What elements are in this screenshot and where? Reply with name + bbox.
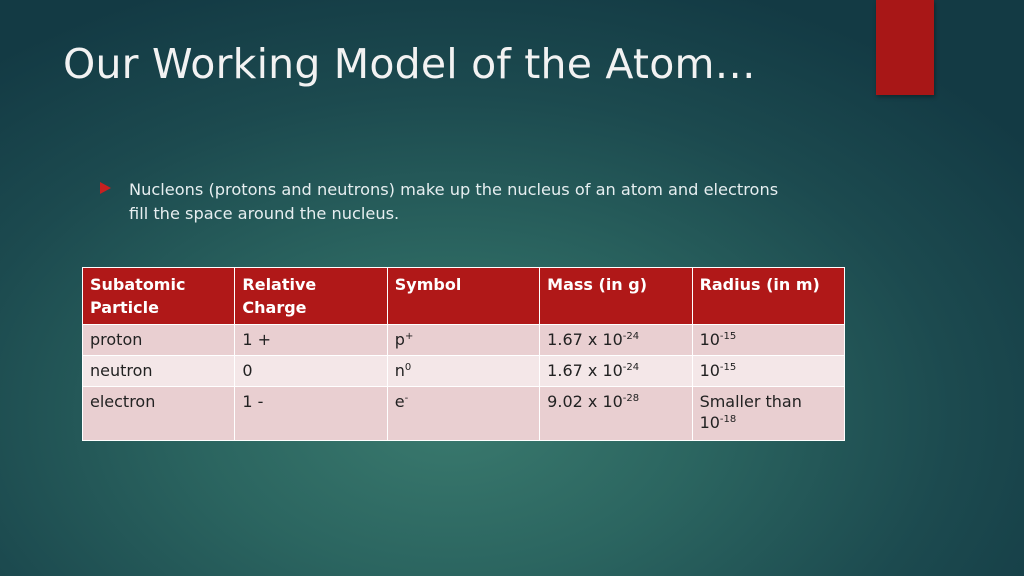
mass-exponent: -24 (622, 362, 640, 373)
radius-exponent: -18 (719, 414, 737, 425)
cell-symbol (387, 325, 539, 356)
triangle-bullet-icon (100, 182, 111, 194)
cell-radius (692, 387, 844, 441)
header-relative-charge: Relative Charge (235, 268, 387, 325)
table-row-electron (83, 387, 845, 441)
cell-mass (540, 325, 692, 356)
bullet-text: Nucleons (protons and neutrons) make up the nucleus of an atom and electrons fill the space around the nucleus. (129, 180, 779, 223)
subatomic-particles-table (82, 267, 845, 441)
cell-particle: proton (83, 325, 235, 356)
table-header-row (83, 268, 845, 325)
header-symbol: Symbol (387, 268, 539, 325)
radius-prefix: Smaller than (699, 392, 802, 411)
symbol-superscript: 0 (404, 362, 412, 373)
cell-charge: 1 - (235, 387, 387, 441)
symbol-base: p (394, 330, 405, 349)
radius-base: 10 (699, 361, 720, 380)
mass-base: 1.67 x 10 (547, 361, 623, 380)
mass-exponent: -24 (622, 331, 640, 342)
radius-exponent: -15 (719, 362, 737, 373)
cell-charge: 0 (235, 356, 387, 387)
accent-bar (876, 0, 934, 95)
symbol-base: e (394, 392, 405, 411)
slide-title: Our Working Model of the Atom… (63, 40, 756, 88)
header-mass: Mass (in g) (540, 268, 692, 325)
cell-particle: neutron (83, 356, 235, 387)
cell-particle: electron (83, 387, 235, 441)
header-subatomic-particle: Subatomic Particle (83, 268, 235, 325)
radius-exponent: -15 (719, 331, 737, 342)
cell-charge: 1 + (235, 325, 387, 356)
cell-radius (692, 325, 844, 356)
symbol-superscript: + (404, 331, 414, 342)
mass-base: 1.67 x 10 (547, 330, 623, 349)
cell-symbol (387, 356, 539, 387)
mass-base: 9.02 x 10 (547, 392, 623, 411)
header-radius: Radius (in m) (692, 268, 844, 325)
table-row-proton (83, 325, 845, 356)
mass-exponent: -28 (622, 393, 640, 404)
radius-base: 10 (699, 330, 720, 349)
symbol-superscript: - (404, 393, 409, 404)
radius-base: 10 (699, 413, 720, 432)
bullet-point (100, 178, 800, 226)
cell-mass (540, 356, 692, 387)
table-row-neutron (83, 356, 845, 387)
symbol-base: n (394, 361, 405, 380)
cell-symbol (387, 387, 539, 441)
cell-radius (692, 356, 844, 387)
cell-mass (540, 387, 692, 441)
